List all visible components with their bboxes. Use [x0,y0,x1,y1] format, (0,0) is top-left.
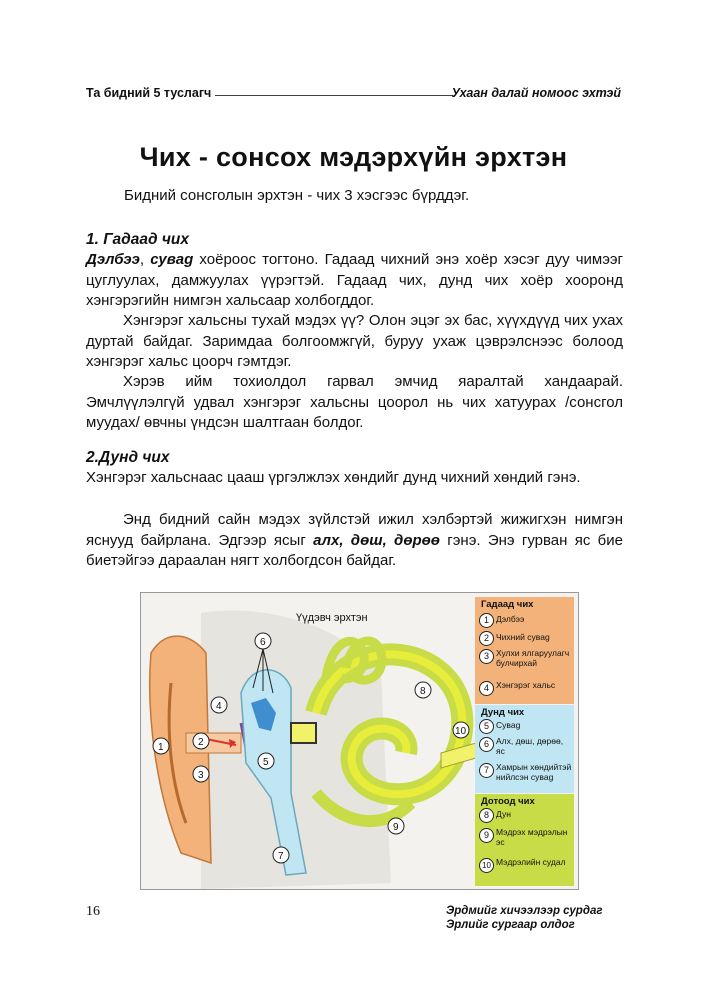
callout-6: 6 [260,637,266,648]
term-bones: алх, дөш, дөрөө [313,531,440,549]
section1-paragraph3: Хэрэв ийм тохиолдол гарвал эмчид яаралтай хандаарай. Эмчлүүлэлгүй удвал хэнгэрэг хальсны цоорол нь чих хатуурах /сонсгол муудах/ өвчны үндсэн шалтгаан болдог. [86,373,623,431]
section2-heading: 2.Дунд чих [86,449,170,466]
callout-1: 1 [158,742,164,753]
section1-heading: 1. Гадаад чих [86,231,189,248]
callout-4: 4 [216,701,222,712]
intro-text: Бидний сонсголын эрхтэн - чих 3 хэсгээс бүрддэг. [124,187,470,204]
legend-middle-title: Дунд чих [481,707,525,718]
footer-proverb [446,904,602,932]
section2-paragraph2 [86,510,623,572]
legend-outer-ear: Гадаад чих 1 Дэлбээ 2 Чихний сувag 3 Хулхи ялгаруулагч булчирхай 4 Хэнгэрэг хальс [475,597,574,704]
callout-7: 7 [278,851,284,862]
page-number: 16 [86,904,100,919]
callout-5: 5 [263,757,269,768]
legend-inner-ear: Дотоод чих 8 Дун 9 Мэдрэх мэдрэлын эс 10 Мэдрэлийн судал [475,794,574,886]
section1-paragraph1 [86,250,623,312]
section2-paragraph1: Хэнгэрэг хальснаас цааш үргэлжлэх хөндийг дунд чихний хөндий гэнэ. [86,469,581,486]
header-divider [215,95,453,96]
callout-9: 9 [393,822,399,833]
ear-legend [475,597,574,886]
figure-inner-label: Үүдэвч эрхтэн [296,612,368,624]
section1-paragraph2: Хэнгэрэг хальсны тухай мэдэх үү? Олон эцэг эх бас, хүүхдүүд чих ухах дуртай байдаг. Заримдаа болгоомжгүй, буруу ухаж цэврэлснээс болоод хэнгэрэг хальс цоорч гэмтдэг. [86,312,623,370]
header-left: Та бидний 5 туслагч [86,86,212,100]
footer-line2: Эрлийг сургаар олдог [446,919,575,931]
page-title: Чих - сонсох мэдэрхүйн эрхтэн [139,142,568,172]
header-right: Ухаан далай номоос эхтэй [451,86,621,100]
callout-3: 3 [198,770,204,781]
term-delbee: Дэлбээ [86,251,140,268]
callout-8: 8 [420,686,426,697]
callout-10: 10 [455,726,467,737]
footer-line1: Эрдмийг хичээлээр сурдаг [446,905,603,917]
legend-inner-title: Дотоод чих [481,796,535,807]
comma: , [139,251,151,268]
section2-paragraph2-c: гэнэ. Энэ гурван яс бие биетэйгээ дараалан нягт холбогдсон байдаг. [86,531,623,569]
term-suvag: сувag [150,251,194,268]
legend-outer-title: Гадаад чих [481,599,534,610]
legend-middle-ear: Дунд чих 5 Сувag 6 Алх, дөш, дөрөө, яс 7 Хамрын хөндийтэй нийлсэн сувag [475,705,574,793]
section1-paragraph1-rest: хоёроос тогтоно. Гадаад чихний энэ хоёр хэсэг дуу чимээг цуглуулах, дамжуулах үүрэгтэй. Гадаад чих, дунд чих хоёр хооронд хэнгэрэгийн нимгэн хальсаар холбогддог. [86,251,623,309]
section2-paragraph2-a: Энд бидний сайн мэдэх зүйлстэй ижил хэлбэртэй жижигхэн нимгэн яснууд байрлана. Эдгээр ясыг [86,511,623,549]
callout-2: 2 [198,737,204,748]
